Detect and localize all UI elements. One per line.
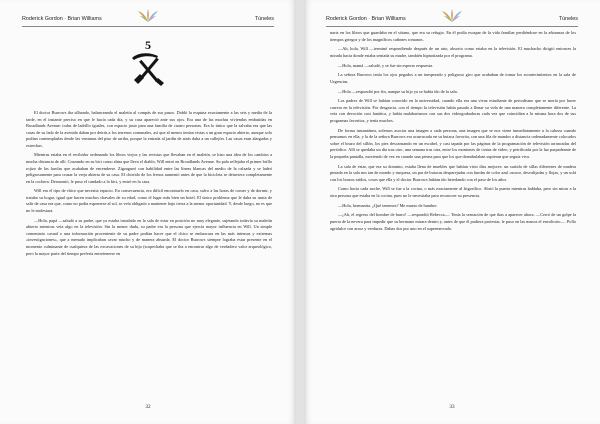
paragraph: Los padres de Will se habían conocido en la universidad, cuando ella era una vivaz estudiante de periodismo que se moría por hacer carrera en la televisión. Por desgracia, con el tiempo la televisión había pasado a llenar su vida de una manera completamente diferente. La veía con devoción casi fanática, y había malabarismos con sus dos videograbadoras cada vez que coincidían a la misma hora dos de sus programas favoritos, y tenía muchos.: [330, 98, 576, 123]
header-authors: Roderick Gordon · Brian Williams: [22, 16, 102, 22]
paragraph: —Hola —respondió por fin, aunque su hijo ya se había ido de la sala.: [338, 88, 458, 94]
header-title: Túneles: [558, 16, 578, 22]
crossed-pickaxe-shovel-icon: [128, 50, 168, 90]
header-rule: [22, 26, 274, 27]
paragraph: Mientras estaba en el recibidor ordenando los libros viejos y las revistas que llevaban en el maletín, se hizo una idea de los cambios a mucha distancia de allí. Cruzando en su bici como alma que lleva el diablo, Will entró en Broadlands Avenue. Su pala reflejaba el primer brillo rojizo de las farolas que acababan de encenderse. Zigzagueó con habilidad entre las líneas blancas del medio de la calzada y se ladeó peligrosamente para cruzar la verja abierta de su casa. El chirrido de los frenos aumentó antes de que la bicicleta se detuviera completamente en la cochera. Desmontó, le puso el candado a la bici, y entró en la casa.: [26, 152, 272, 184]
paragraph: —Hola, hermanita. ¿Qué tenemos? Me muero de hambre.: [338, 202, 438, 208]
paragraph: El doctor Burrows iba silbando, balanceando el maletín al compás de sus pasos. Dobló la esquina exactamente a las seis y media de la tarde, en el instante preciso en que le hacía cada día, y su casa apareció ante sus ojos. Era una de las muchas viviendas embutidas en Broadlands Avenue: todas de ladrillo iguales, con espacio justo para una familia de cuatro personas. Era lo único que la salvaba era que las casas de su lado de la avenida daban por detrás a los terrenos comunales, así que al menos tenían vistas a un gran espacio abierto, aunque solo podían contemplarlas desde las ventanas del piso de arriba, porque la entrada al jardín de atrás daba a un callejón. Las casas eran alargadas y estrechas.: [26, 110, 272, 148]
paragraph: Will era el tipo de chico que necesita espacio. En consecuencia, era difícil encontrarlo en casa, salvo a las horas de comer y de dormir, y tratabа su hogar, igual que hacen muchos chavales de su edad, como el lugar más bien un hotel. El único problema que le daba su ansia de salir de casa era que, como no podía esponerse al sol, se veía obligado a mantener bajo tierra a la menor oportunidad. Y, desde luego, no es que no le molestara.: [26, 188, 272, 214]
right-page: [304, 0, 600, 424]
header-title: Túneles: [254, 16, 274, 22]
paragraph: nariz en los libros que guardaba en el sótano, que era su refugio. En él podía escapar de la vida familiar perdiéndose en la añoranza de los tiempos griegos y de los magníficos cañones romanos.: [330, 30, 576, 42]
paragraph: —¡Ah, el regreso del hombre de barro! —respondió Rebecca—. Tenía la sensación de que ibas a aparecer ahora. —Cerró de un golpe la puerta de la nevera para impedir que su hermano mirara dentro y, antes de que él pudiera protestar, le puso en las manos el envoltorio—. Pollo agridulce con arroz y verduras. Dabas dos por uno en el supermercado.: [330, 212, 576, 231]
paragraph: —Ah, hola, Will —terminó respondiendo después de un rato, absorto como estaba en la televisión. El muchacho dirigió entonces la mirada hacia donde estaba sentada su madre, también hipnotizada por el programa.: [330, 46, 576, 58]
left-page-text: [26, 110, 272, 257]
page-number: 33: [449, 404, 455, 410]
paragraph: La sala de estar, que era su dominio, estaba llena de muebles que habían visto días mejores: un surtido de sillas diferentes de madera pintada en la sala nos tan de mondo y turquesa, un par de butacas desparejadas con fundas de color azul oscuro, desvalijadas y flojas, y un sofá con los brazos raídos, cosas que ella y el doctor Burrows habían ido heredando con el paso de los años.: [330, 163, 576, 182]
header-rule: [326, 26, 578, 27]
paragraph: —Hola, mamá —saludó, y se fue sin esperar respuesta.: [338, 62, 434, 68]
paragraph: —Hola, papá —saludó a su padre, que ya estaba instalado en la sala de estar en posición no muy elegante, sujetando todavía su maletín abierto mientras veía algo en la televisión. Sin la menor duda, su padre era la persona que ejercía mayor influencia en Will. Un simple comentario casual o una información proveniente de su padre podían hacer que el chico se embarcara en las más intensas y extremas «investigaciones», que a menudo implicaban cavar mucho y de manera absurda. El doctor Burrows siempre lograba estar presente en el momento culminante de cualquiera de las excavaciones de su hijo (sospechaba que se iba a encontrar algo de verdadero valor arqueológico, pero la mayor parte del tiempo prefería entretenerse en: [26, 217, 272, 256]
left-page: [0, 0, 296, 424]
publisher-logo-icon: [440, 8, 464, 24]
paragraph: La señora Burrows tenía los ojos pegados a un inesperado y peligroso giro que acababan de tomar los acontecimientos en la sala de Urgencias.: [330, 72, 576, 84]
paragraph: De forma instantánea, solemos asociar una imagen a cada persona, una imagen que se nos viene inmediatamente a la cabeza cuando pensamos en ella, y la de la señora Burrows era acurrucada en su butaca favorita, con una fila de mandos a distancia ordenadamente colocados sobre el brazo del sillón, los pies descansando en un escabel, y casi tapada por las páginas de la programación de televisión arrancadas del periódico. Allí se quedaba un día tras otro, una semana tras otra, entre los montones de cintas de vídeo, y petrificada por la luz parpadeante de la pequeña pantalla, moviendo de vez en cuando una pierna para que los que deambulaban supieran que seguía viva.: [330, 127, 576, 159]
header-authors: Roderick Gordon · Brian Williams: [326, 16, 406, 22]
publisher-logo-icon: [136, 8, 160, 24]
chapter-number: 5: [145, 38, 151, 52]
paragraph: Como hacía cada noche, Will se fue a la cocina, o más exactamente al frigorífico. Abrió la puerta mientras hablaba, pero sin mirar a la otra persona que estaba en la cocina, pues no le necesitaba para reconocer su presencia.: [330, 186, 576, 198]
book-gutter: [296, 0, 304, 424]
right-page-text: [330, 30, 576, 232]
page-number: 32: [145, 404, 151, 410]
